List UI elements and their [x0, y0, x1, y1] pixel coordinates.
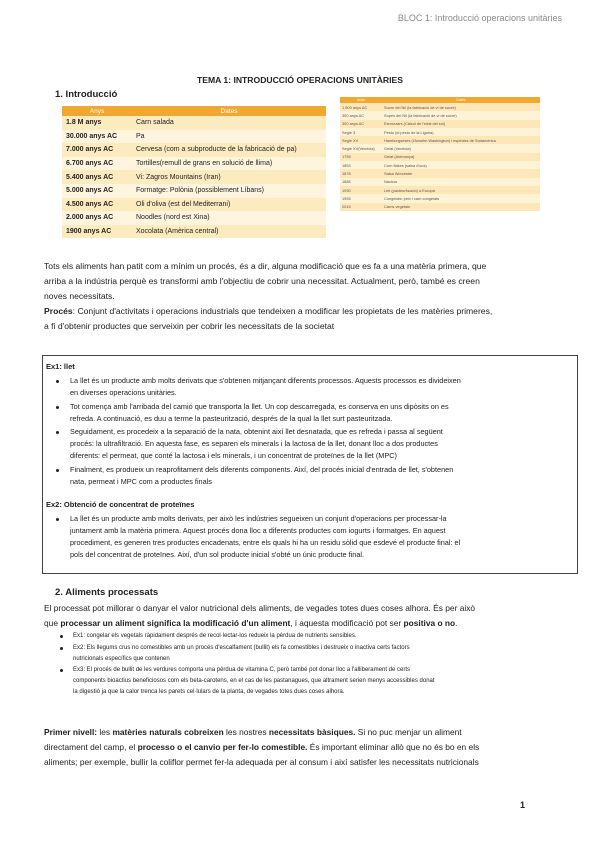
cell-year: 1900 anys AC: [62, 225, 132, 239]
ex2-title: Ex2: Obtenció de concentrat de proteïnes: [46, 500, 195, 509]
bullet-text: nutricionals específics que contenen: [73, 655, 170, 662]
cell-year: 7.000 anys AC: [62, 143, 132, 157]
cell-year: 1755: [340, 153, 382, 161]
cell-event: Oli d'oliva (est del Mediterrani): [132, 198, 326, 212]
text-run: , i aquesta modificació pot ser: [290, 618, 404, 628]
cell-year: 5.000 anys AC: [62, 184, 132, 198]
text-run: És important eliminar allò que no és bo en els: [307, 742, 480, 752]
text-line: a fi d'obtenir productes que serveixin per cobrir les necessitats de la societat: [44, 321, 335, 331]
cell-year: Segle XV: [340, 136, 382, 144]
table-row: [340, 103, 540, 111]
bullet-icon: [56, 431, 59, 434]
cell-event: Corn flakes (salsa d'ous): [382, 161, 540, 169]
table-row: [340, 161, 540, 169]
text-line: arriba a la indústria perquè es transformi amb l'objectiu de cobrir una necessitat. Actualment, però, també es creen: [44, 276, 480, 286]
bullet-icon: [60, 635, 63, 638]
text-line: [44, 740, 576, 755]
cell-event: Gelat (Venècia): [382, 144, 540, 152]
text-run: .: [455, 618, 458, 628]
cell-event: Salsa Worcester: [382, 169, 540, 177]
table-row: [62, 198, 326, 212]
bullet-text: Ex2: Els llegums crus no comestibles amb un procés d'escalfament (bullit) els fa comestibles i destrueix o inactiva certs factors: [73, 644, 410, 651]
cell-event: Sucre del Nil (la fabricació de vi de sucre): [382, 103, 540, 111]
cell-event: Formatge: Polònia (possiblement Líbans): [132, 184, 326, 198]
primer-nivell-paragraph: [44, 725, 576, 770]
text-run: que: [44, 618, 61, 628]
text-run: les nostres: [223, 727, 269, 737]
text-line: aliments; per exemple, bullir la coliflor permet fer-la adequada per al consum i així satisfer les necessitats nutricionals: [44, 757, 479, 767]
bullet-text: La llet és un producte amb molts derivats que s'obtenen mitjançant diferents processos. Aquests processos es divideixen: [70, 376, 461, 385]
cell-year: 5.400 anys AC: [62, 170, 132, 184]
cell-year: 1853: [340, 161, 382, 169]
text-run-bold: processar un aliment significa la: [60, 618, 193, 628]
bullet-icon: [56, 406, 59, 409]
bullet-icon: [60, 647, 63, 650]
text-line: [44, 616, 576, 631]
text-line: El processat pot millorar o danyar el valor nutricional dels aliments, de vegades totes dues coses alhora. És per això: [44, 603, 476, 613]
processed-paragraph: [44, 601, 576, 631]
cell-event: Hamburgueses (l'Anselm Washington) i espècies de Sudamèrica: [382, 136, 540, 144]
table-row: [340, 194, 540, 202]
table-row: [340, 186, 540, 194]
text-run: les: [97, 727, 113, 737]
table-header: Anys: [62, 106, 132, 116]
bullet-text: juntament amb la matèria primera. Aquest procés dona lloc a diferents productes com iogurts i formatges. En aquest: [70, 526, 446, 535]
table-row: [62, 143, 326, 157]
table-row: [340, 120, 540, 128]
history-table-1: [62, 106, 326, 238]
table-row: [340, 128, 540, 136]
document-title: TEMA 1: INTRODUCCIÓ OPERACIONS UNITÀRIES: [197, 75, 403, 85]
cell-event: Noodles (nord est Xina): [132, 211, 326, 225]
text-run-bold: matèries naturals cobreixen: [112, 727, 224, 737]
table-row: [340, 144, 540, 152]
bullet-text: Tot comença amb l'arribada del camió que transporta la llet. Un cop descarregada, es conserva en uns dipòsits on es: [70, 401, 449, 411]
cell-year: 1955: [340, 194, 382, 202]
table-row: [62, 157, 326, 171]
text-run-bold: positiva o no: [403, 618, 456, 628]
text-run: Si no puc menjar un aliment: [355, 727, 462, 737]
text-line: [44, 725, 576, 740]
table-header: Dates: [382, 97, 540, 103]
proces-label: Procés: [44, 306, 73, 316]
cell-year: Segle 3: [340, 128, 382, 136]
table-row: [62, 116, 326, 130]
text-line: Tots els aliments han patit com a mínim un procés, és a dir, alguna modificació que es fa a una matèria primera, que: [44, 261, 487, 271]
bullet-text: Seguidament, es procedeix a la separació de la nata, obtenint així llet desnatada, que es refreda i passa al següent: [70, 427, 443, 436]
bullet-text: en diverses operacions unitàries.: [70, 388, 177, 397]
bullet-text: nata, permeat i MPC com a productes finals: [70, 476, 212, 486]
text-run: directament del camp, el: [44, 742, 138, 752]
proces-definition: : Conjunt d'activitats i operacions industrials que tendeixen a modificar les propietats de les matèries primeres,: [72, 306, 493, 316]
cell-year: 1930: [340, 186, 382, 194]
bullet-text: components bioactius beneficiosos com els beta-carotens, en el cas de les pastanagues, que altrament serien menys accessibles donat: [73, 678, 435, 684]
table-header: Anys: [340, 97, 382, 103]
page-number: 1: [520, 800, 526, 810]
history-table-2: [340, 97, 540, 211]
bullet-icon: [56, 380, 59, 383]
bullet-icon: [56, 469, 59, 472]
text-line: [44, 304, 576, 319]
text-run-bold: modificació d'un aliment: [192, 618, 291, 628]
cell-year: 1.8 M anys: [62, 116, 132, 130]
section-heading-intro: 1. Introducció: [55, 89, 118, 100]
intro-paragraph: [44, 259, 576, 334]
bullet-text: Ex3: El procés de bullit de les verdures comporta una pèrdua de vitamina C, però també pot donar lloc a l'alliberament de certs: [73, 667, 410, 673]
bullet-text: la digestió ja que la calor trenca les parets cel·lulars de la planta, de vegades totes dues coses alhora.: [73, 689, 345, 695]
cell-event: Carns vegetals: [382, 203, 540, 211]
examples-box: [42, 355, 578, 574]
bullet-text: procés: la ultrafiltració. En aquesta fase, es separen els minerals i la lactosa de la llet, donant lloc a dos productes: [70, 439, 438, 448]
cell-event: Vi: Zagros Mountains (Iran): [132, 170, 326, 184]
cell-event: Esmorzars (Càlcul de l'edat del sol): [382, 120, 540, 128]
cell-year: 4.500 anys AC: [62, 198, 132, 212]
ex1-title: Ex1: llet: [46, 362, 75, 371]
table-row: [62, 184, 326, 198]
cell-year: 1.500 anys AC: [340, 103, 382, 111]
cell-year: 6.700 anys AC: [62, 157, 132, 171]
bullet-text: Ex1: congelar els vegetals ràpidament després de recol·lectar-los redueix la pèrdua de nutrients sensibles.: [73, 633, 357, 639]
cell-year: 2.000 anys AC: [62, 211, 132, 225]
table-row: [62, 225, 326, 239]
table-row: [340, 169, 540, 177]
cell-event: Carn salada: [132, 116, 326, 130]
table-row: [340, 111, 540, 119]
cell-year: Segle XV(Venècia): [340, 144, 382, 152]
text-run-bold: Primer nivell:: [44, 727, 98, 737]
table-row: [62, 130, 326, 144]
cell-event: Tortilles(remull de grans en solució de llima): [132, 157, 326, 171]
bullet-icon: [60, 669, 63, 672]
text-run-bold: necessitats bàsiques.: [268, 727, 356, 737]
bullet-icon: [56, 518, 59, 521]
bullet-text: refreda. A continuació, es duu a terme la pasteurització, després de la qual la llet surt pasteuritzada.: [70, 413, 393, 423]
cell-event: Pesto (el pesto de la Liguria): [382, 128, 540, 136]
cell-year: 30.000 anys AC: [62, 130, 132, 144]
cell-event: Gelat (Alemanya): [382, 153, 540, 161]
table-row: [340, 203, 540, 211]
cell-event: Cervesa (com a subproducte de la fabricació de pa): [132, 143, 326, 157]
bullet-text: Finalment, es produeix un reaprofitament dels diferents components. Així, del procés inicial d'entrada de llet, s'obtenen: [70, 464, 454, 474]
cell-event: Congelats: peix i carn congelats: [382, 194, 540, 202]
cell-year: 2015: [340, 203, 382, 211]
bullet-text: pols del concentrat de proteïnes. Així, d'un sol producte inicial s'obté un únic producte final.: [70, 550, 365, 559]
cell-year: 300 anys AC: [340, 120, 382, 128]
bullet-text: La llet és un producte amb molts derivats, per això les indústries segueixen un conjunt d'operacions per processar-la: [70, 514, 447, 523]
cell-event: Xocolata (Amèrica central): [132, 225, 326, 239]
cell-event: Nachos: [382, 178, 540, 186]
bullet-text: diferents: el permeat, que conté la lactosa i els minerals, i un concentrat de proteïnes de la llet (MPC): [70, 451, 397, 460]
table-row: [62, 211, 326, 225]
cell-event: Llet (pasteurització) a Europa: [382, 186, 540, 194]
section-heading-processed: 2. Aliments processats: [55, 587, 159, 598]
text-line: noves necessitats.: [44, 291, 115, 301]
text-run-bold: processo o el canvio per fer-lo comestible.: [137, 742, 308, 752]
table-row: [340, 153, 540, 161]
table-row: [62, 170, 326, 184]
cell-year: 300 anys AC: [340, 111, 382, 119]
page-header: BLOC 1: Introducció operacions unitàries: [397, 13, 562, 23]
cell-event: Sopes del Nil (la fabricació de vi de sucre): [382, 111, 540, 119]
cell-year: 1885: [340, 178, 382, 186]
cell-event: Pa: [132, 130, 326, 144]
table-row: [340, 136, 540, 144]
table-row: [340, 178, 540, 186]
table-header: Dates: [132, 106, 326, 116]
bullet-text: procediment, es generen tres productes encadenats, entre els quals hi ha un residu sòlid que esdevé el producte final: el: [70, 538, 461, 547]
cell-year: 1878: [340, 169, 382, 177]
